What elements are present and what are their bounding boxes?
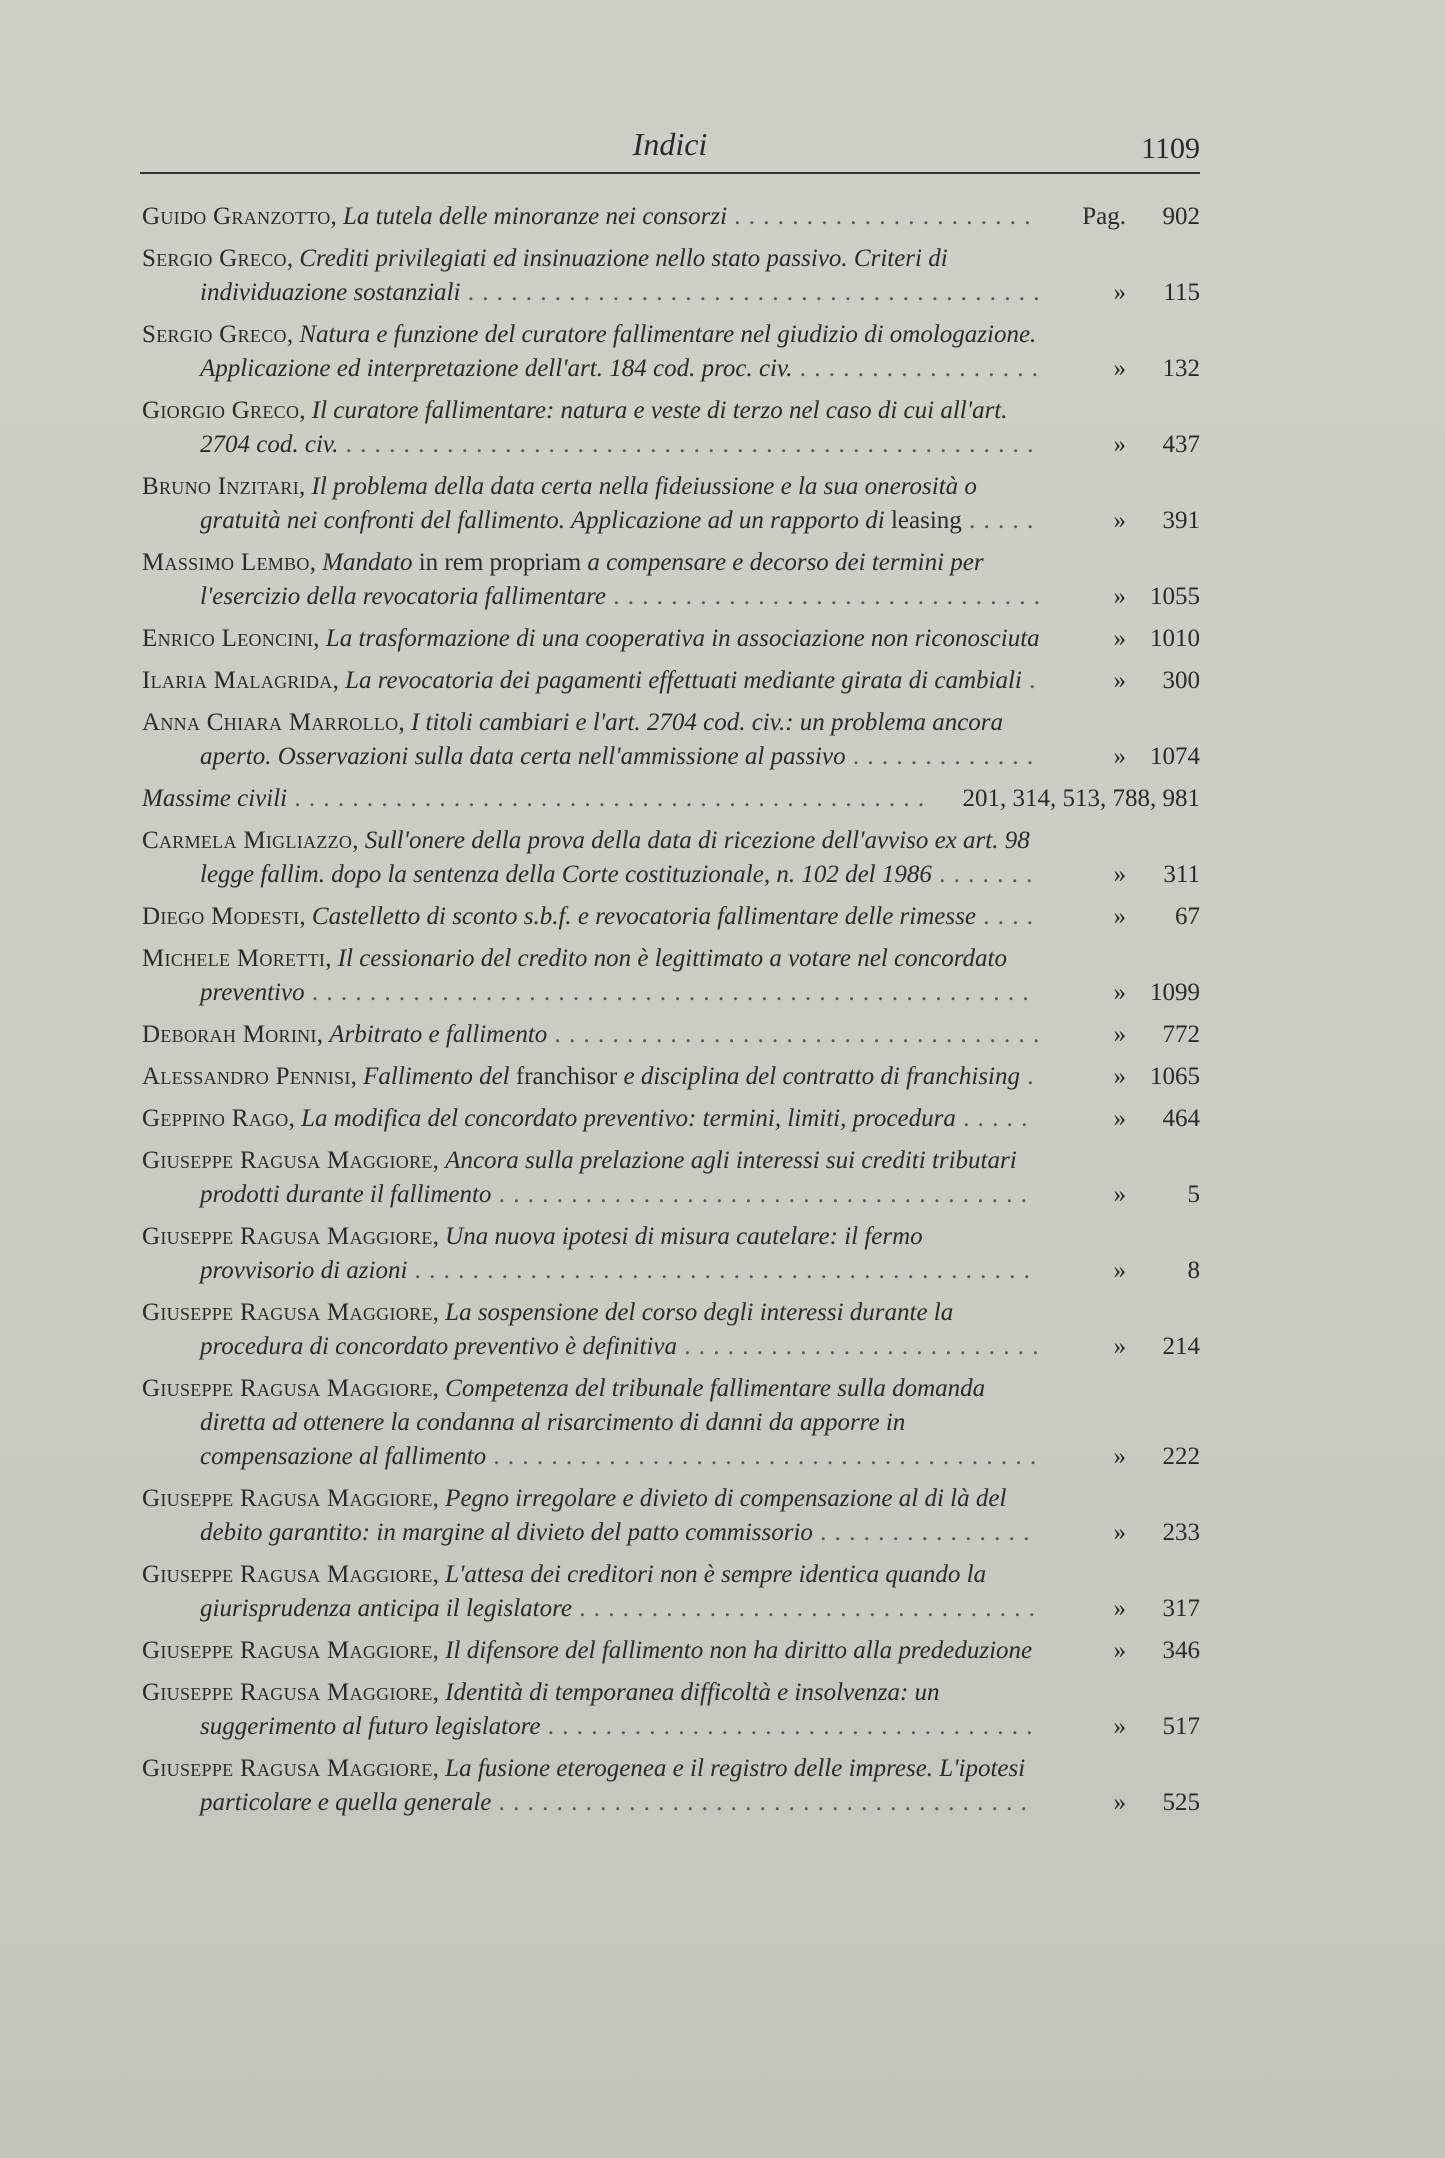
index-entry: Giuseppe Ragusa Maggiore, Una nuova ipotesi di misura cautelare: il fermo provvisorio di azioni . . . . . . . . . . . . . . . . . . . . . . . . . . . . . . . . . . . . . . . . . . . » 8 <box>142 1220 1200 1288</box>
entry-title: Ancora sulla prelazione agli interessi sui crediti tributari prodotti durante il fallimento <box>200 1147 1017 1208</box>
index-entry: Deborah Morini, Arbitrato e fallimento . . . . . . . . . . . . . . . . . . . . . . . . . . . . . . . . . . » 772 <box>142 1018 1200 1052</box>
index-entry: Bruno Inzitari, Il problema della data certa nella fideiussione e la sua onerosità o gratuità nei confronti del fallimento. Applicazione ad un rapporto di leasing . . . . . » 391 <box>142 470 1200 538</box>
index-entry: Giuseppe Ragusa Maggiore, L'attesa dei creditori non è sempre identica quando la giurisprudenza anticipa il legislatore . . . . . . . . . . . . . . . . . . . . . . . . . . . . . . . . » 317 <box>142 1558 1200 1626</box>
entry-page-number: 67 <box>1175 903 1200 930</box>
leader-dots: . . . . <box>975 903 1034 930</box>
index-entries <box>142 200 1200 1828</box>
entry-author: Giuseppe Ragusa Maggiore <box>142 1679 433 1706</box>
entry-title: La sospensione del corso degli interessi durante la procedura di concordato preventivo è definitiva <box>200 1299 954 1360</box>
entry-page-number: 8 <box>1187 1257 1200 1284</box>
leader-dots: . . . . . . . . . . . . . . . . . . . . . . . . . . . . . . . . . . . . . . <box>486 1443 1038 1470</box>
entry-title: Crediti privilegiati ed insinuazione nello stato passivo. Criteri di individuazione sostanziali <box>200 245 948 306</box>
entry-ref-symbol: » <box>1113 1595 1126 1622</box>
entry-title: Il problema della data certa nella fideiussione e la sua onerosità o gratuità nei confronti del fallimento. Applicazione ad un rapporto di leasing <box>200 473 977 534</box>
leader-dots: . <box>1021 667 1037 694</box>
leader-dots: . . . . . . . . . . . . . . . . . . . . . . . . . . . . . . . . . . . . . . . . . . . . . . . . . . <box>304 979 1030 1006</box>
leader-dots: . . . . . . . . . . . . . . . . . . . . . . . . . . . . . . . . . . <box>547 1021 1041 1048</box>
entry-page-ref <box>1082 1254 1200 1288</box>
entry-ref-symbol: » <box>1113 1333 1126 1360</box>
entry-ref-symbol: » <box>1113 1713 1126 1740</box>
entry-title: Mandato in rem propriam a compensare e decorso dei termini per l'esercizio della revocatoria fallimentare <box>200 549 984 610</box>
entry-page-ref <box>1082 664 1200 698</box>
leader-dots: . . . . . <box>961 507 1035 534</box>
massime-entry <box>142 782 1200 816</box>
leader-dots: . . . . . . . . . . . . . . . . . . . . . . . . . . . . . . <box>605 583 1041 610</box>
entry-title: I titoli cambiari e l'art. 2704 cod. civ.: un problema ancora aperto. Osservazioni sulla data certa nell'ammissione al passivo <box>200 709 1004 770</box>
entry-page-number: 1065 <box>1150 1063 1200 1090</box>
entry-title: Il difensore del fallimento non ha diritto alla prededuzione <box>445 1637 1033 1664</box>
index-entry: Anna Chiara Marrollo, I titoli cambiari e l'art. 2704 cod. civ.: un problema ancora aperto. Osservazioni sulla data certa nell'ammissione al passivo . . . . . . . . . . . . . » 1074 <box>142 706 1200 774</box>
entry-ref-symbol: » <box>1113 979 1126 1006</box>
index-entry: Giuseppe Ragusa Maggiore, La fusione eterogenea e il registro delle imprese. L'ipotesi particolare e quella generale . . . . . . . . . . . . . . . . . . . . . . . . . . . . . . . . . . . . . » 525 <box>142 1752 1200 1820</box>
leader-dots: . . . . . . . <box>931 861 1034 888</box>
entry-title: Il curatore fallimentare: natura e veste di terzo nel caso di cui all'art. 2704 cod. civ. <box>200 397 1008 458</box>
entry-ref-symbol: » <box>1113 431 1126 458</box>
leader-dots: . . . . . . . . . . . . . . . . . . . . . <box>727 203 1032 230</box>
massime-pages: 201, 314, 513, 788, 981 <box>962 785 1200 812</box>
leader-dots: . . . . . . . . . . . . . . . . . . . . . . . . . . . . . . . . . . . . . <box>491 1789 1028 1816</box>
entry-author: Giuseppe Ragusa Maggiore <box>142 1485 433 1512</box>
leader-dots: . <box>1019 1063 1035 1090</box>
leader-dots: . . . . . . . . . . . . . . . . . . . . . . . . . . . . . . . . . . <box>540 1713 1034 1740</box>
entry-author: Giorgio Greco <box>142 397 300 424</box>
entry-author: Giuseppe Ragusa Maggiore <box>142 1147 433 1174</box>
entry-page-number: 464 <box>1162 1105 1200 1132</box>
index-entry: Massimo Lembo, Mandato in rem propriam a compensare e decorso dei termini per l'esercizio della revocatoria fallimentare . . . . . . . . . . . . . . . . . . . . . . . . . . . . . . » 1055 <box>142 546 1200 614</box>
page-header <box>140 122 1200 174</box>
entry-page-number: 5 <box>1187 1181 1200 1208</box>
header-title: Indici <box>632 126 708 162</box>
index-entry: Giuseppe Ragusa Maggiore, Il difensore del fallimento non ha diritto alla prededuzione » 346 <box>142 1634 1200 1668</box>
entry-ref-symbol: » <box>1113 743 1126 770</box>
entry-author: Giuseppe Ragusa Maggiore <box>142 1637 433 1664</box>
entry-page-ref <box>1082 1060 1200 1094</box>
index-entry: Sergio Greco, Crediti privilegiati ed insinuazione nello stato passivo. Criteri di individuazione sostanziali . . . . . . . . . . . . . . . . . . . . . . . . . . . . . . . . . . . . . . . . » 115 <box>142 242 1200 310</box>
entry-page-ref <box>1082 1102 1200 1136</box>
massime-title: Massime civili <box>142 785 288 812</box>
entry-page-ref <box>1082 1440 1200 1474</box>
entry-title: Sull'onere della prova della data di ricezione dell'avviso ex art. 98 legge fallim. dopo la sentenza della Corte costituzionale, n. 102 del 1986 <box>200 827 1030 888</box>
entry-title: La revocatoria dei pagamenti effettuati mediante girata di cambiali <box>345 667 1022 694</box>
entry-ref-symbol: » <box>1113 625 1126 652</box>
entry-page-number: 1099 <box>1150 979 1200 1006</box>
entry-title: La fusione eterogenea e il registro delle imprese. L'ipotesi particolare e quella generale <box>200 1755 1026 1816</box>
entry-page-ref <box>1082 1330 1200 1364</box>
entry-author: Bruno Inzitari <box>142 473 299 500</box>
entry-page-number: 517 <box>1162 1713 1200 1740</box>
entry-title: Natura e funzione del curatore fallimentare nel giudizio di omologazione. Applicazione ed interpretazione dell'art. 184 cod. proc. civ. <box>200 321 1037 382</box>
entry-author: Giuseppe Ragusa Maggiore <box>142 1375 433 1402</box>
leader-dots: . . . . . . . . . . . . . . . . . . . . . . . . . . . . . . . . . . . . . . . . . . . . . . . . <box>338 431 1035 458</box>
entry-page-number: 115 <box>1163 279 1200 306</box>
entry-author: Giuseppe Ragusa Maggiore <box>142 1755 433 1782</box>
entry-ref-symbol: » <box>1113 507 1126 534</box>
leader-dots: . . . . . . . . . . . . . . . <box>812 1519 1031 1546</box>
leader-dots: . . . . . . . . . . . . . . . . . . . . . . . . . . . . . . . . . . . . . . . . . . . <box>407 1257 1031 1284</box>
entry-author: Giuseppe Ragusa Maggiore <box>142 1223 433 1250</box>
entry-title: Una nuova ipotesi di misura cautelare: il fermo provvisorio di azioni <box>200 1223 923 1284</box>
entry-title: La tutela delle minoranze nei consorzi <box>343 203 728 230</box>
entry-title: Competenza del tribunale fallimentare sulla domanda diretta ad ottenere la condanna al risarcimento di danni da apporre in compensazione al fallimento <box>200 1375 986 1470</box>
entry-author: Alessandro Pennisi <box>142 1063 351 1090</box>
entry-page-number: 902 <box>1162 203 1200 230</box>
index-entry: Carmela Migliazzo, Sull'onere della prova della data di ricezione dell'avviso ex art. 98 legge fallim. dopo la sentenza della Corte costituzionale, n. 102 del 1986 . . . . . . . » 311 <box>142 824 1200 892</box>
entry-ref-symbol: » <box>1113 1637 1126 1664</box>
entry-page-number: 437 <box>1162 431 1200 458</box>
entry-title: La trasformazione di una cooperativa in associazione non riconosciuta <box>325 625 1040 652</box>
entry-author: Deborah Morini <box>142 1021 317 1048</box>
entry-ref-symbol: » <box>1113 1105 1126 1132</box>
entry-author: Carmela Migliazzo <box>142 827 353 854</box>
leader-dots: . . . . . . . . . . . . . . . . . . . . . . . . . . . . . . . . <box>572 1595 1036 1622</box>
entry-page-number: 1010 <box>1150 625 1200 652</box>
entry-author: Giuseppe Ragusa Maggiore <box>142 1299 433 1326</box>
entry-author: Ilaria Malagrida <box>142 667 333 694</box>
entry-page-ref <box>1082 504 1200 538</box>
entry-ref-symbol: » <box>1113 279 1126 306</box>
entry-page-number: 300 <box>1162 667 1200 694</box>
entry-page-ref <box>1082 1018 1200 1052</box>
index-entry: Giuseppe Ragusa Maggiore, Identità di temporanea difficoltà e insolvenza: un suggerimento al futuro legislatore . . . . . . . . . . . . . . . . . . . . . . . . . . . . . . . . . . » 517 <box>142 1676 1200 1744</box>
entry-ref-symbol: » <box>1113 1519 1126 1546</box>
index-entry: Ilaria Malagrida, La revocatoria dei pagamenti effettuati mediante girata di cambiali . » 300 <box>142 664 1200 698</box>
leader-dots: . . . . . <box>955 1105 1029 1132</box>
entry-page-number: 132 <box>1162 355 1200 382</box>
entry-ref-symbol: » <box>1113 1021 1126 1048</box>
index-entry: Sergio Greco, Natura e funzione del curatore fallimentare nel giudizio di omologazione. Applicazione ed interpretazione dell'art. 184 cod. proc. civ. . . . . . . . . . . . . . . . . . » 132 <box>142 318 1200 386</box>
index-entry: Giuseppe Ragusa Maggiore, Ancora sulla prelazione agli interessi sui crediti tributari prodotti durante il fallimento . . . . . . . . . . . . . . . . . . . . . . . . . . . . . . . . . . . . . » 5 <box>142 1144 1200 1212</box>
leader-dots: . . . . . . . . . . . . . . . . . . . . . . . . . . . . . . . . . . . . . . . . . . . . <box>287 785 926 812</box>
entry-page-number: 233 <box>1162 1519 1200 1546</box>
leader-dots: . . . . . . . . . . . . . . . . . . . . . . . . . . . . . . . . . . . . . <box>491 1181 1028 1208</box>
entry-page-ref <box>1082 1710 1200 1744</box>
entry-author: Geppino Rago <box>142 1105 289 1132</box>
entry-ref-symbol: » <box>1113 355 1126 382</box>
index-entry: Giuseppe Ragusa Maggiore, Competenza del tribunale fallimentare sulla domanda diretta ad ottenere la condanna al risarcimento di danni da apporre in compensazione al fallimento . . . . . . . . . . . . . . . . . . . . . . . . . . . . . . . . . . . . . . » 222 <box>142 1372 1200 1474</box>
entry-page-ref <box>1082 1178 1200 1212</box>
entry-page-number: 1055 <box>1150 583 1200 610</box>
entry-page-number: 317 <box>1162 1595 1200 1622</box>
entry-ref-symbol: » <box>1113 583 1126 610</box>
entry-title: Fallimento del franchisor e disciplina del contratto di franchising <box>363 1063 1020 1090</box>
entry-title: Identità di temporanea difficoltà e insolvenza: un suggerimento al futuro legislatore <box>200 1679 940 1740</box>
entry-ref-symbol: » <box>1113 1789 1126 1816</box>
entry-author: Guido Granzotto <box>142 203 331 230</box>
entry-page-number: 1074 <box>1150 743 1200 770</box>
entry-title: Arbitrato e fallimento <box>329 1021 548 1048</box>
leader-dots: . . . . . . . . . . . . . . . . . . . . . . . . . . . . . . . . . . . . . . . . <box>460 279 1041 306</box>
index-entry: Giorgio Greco, Il curatore fallimentare: natura e veste di terzo nel caso di cui all'art. 2704 cod. civ. . . . . . . . . . . . . . . . . . . . . . . . . . . . . . . . . . . . . . . . . . . . . . . . . » 437 <box>142 394 1200 462</box>
entry-page-number: 346 <box>1162 1637 1200 1664</box>
index-entry: Enrico Leoncini, La trasformazione di una cooperativa in associazione non riconosciuta » 1010 <box>142 622 1200 656</box>
entry-author: Sergio Greco <box>142 245 287 272</box>
entry-ref-symbol: » <box>1113 1257 1126 1284</box>
entry-ref-symbol: » <box>1113 903 1126 930</box>
entry-page-ref <box>1082 976 1200 1010</box>
entry-page-number: 391 <box>1162 507 1200 534</box>
entry-page-ref <box>1082 276 1200 310</box>
header-page-number: 1109 <box>1141 132 1200 165</box>
entry-page-number: 222 <box>1162 1443 1200 1470</box>
entry-author: Diego Modesti <box>142 903 300 930</box>
entry-page-ref <box>1082 428 1200 462</box>
entry-title: La modifica del concordato preventivo: termini, limiti, procedura <box>301 1105 956 1132</box>
entry-author: Michele Moretti <box>142 945 326 972</box>
index-entry: Diego Modesti, Castelletto di sconto s.b.f. e revocatoria fallimentare delle rimesse . . . . » 67 <box>142 900 1200 934</box>
entry-title: Castelletto di sconto s.b.f. e revocatoria fallimentare delle rimesse <box>311 903 976 930</box>
leader-dots: . . . . . . . . . . . . . <box>845 743 1035 770</box>
entry-title: Il cessionario del credito non è legittimato a votare nel concordato preventivo <box>200 945 1007 1006</box>
entry-page-ref <box>1082 1786 1200 1820</box>
entry-author: Sergio Greco <box>142 321 287 348</box>
entry-author: Giuseppe Ragusa Maggiore <box>142 1561 433 1588</box>
entry-ref-symbol: » <box>1113 1443 1126 1470</box>
entry-page-ref <box>1082 900 1200 934</box>
entry-ref-symbol: » <box>1113 1181 1126 1208</box>
entry-page-ref <box>1082 622 1200 656</box>
index-entry: Michele Moretti, Il cessionario del credito non è legittimato a votare nel concordato preventivo . . . . . . . . . . . . . . . . . . . . . . . . . . . . . . . . . . . . . . . . . . . . . . . . . . » 1099 <box>142 942 1200 1010</box>
index-entry: Geppino Rago, La modifica del concordato preventivo: termini, limiti, procedura . . . . . » 464 <box>142 1102 1200 1136</box>
entry-page-ref <box>1082 200 1200 234</box>
entry-page-ref <box>1082 1516 1200 1550</box>
leader-dots: . . . . . . . . . . . . . . . . . <box>792 355 1039 382</box>
entry-ref-symbol: » <box>1113 861 1126 888</box>
entry-page-ref <box>1082 1592 1200 1626</box>
entry-title: Pegno irregolare e divieto di compensazione al di là del debito garantito: in margine al divieto del patto commissorio <box>200 1485 1007 1546</box>
entry-author: Anna Chiara Marrollo <box>142 709 399 736</box>
index-entry: Alessandro Pennisi, Fallimento del franchisor e disciplina del contratto di franchising . » 1065 <box>142 1060 1200 1094</box>
entry-title: L'attesa dei creditori non è sempre identica quando la giurisprudenza anticipa il legislatore <box>200 1561 987 1622</box>
entry-page-number: 525 <box>1162 1789 1200 1816</box>
index-entry: Giuseppe Ragusa Maggiore, La sospensione del corso degli interessi durante la procedura di concordato preventivo è definitiva . . . . . . . . . . . . . . . . . . . . . . . . . » 214 <box>142 1296 1200 1364</box>
entry-author: Enrico Leoncini <box>142 625 314 652</box>
entry-page-ref <box>1082 352 1200 386</box>
entry-page-ref <box>1082 1634 1200 1668</box>
index-entry: Guido Granzotto, La tutela delle minoranze nei consorzi . . . . . . . . . . . . . . . . . . . . . Pag. 902 <box>142 200 1200 234</box>
entry-page-ref <box>1082 858 1200 892</box>
entry-page-number: 311 <box>1163 861 1200 888</box>
entry-page-ref <box>1082 580 1200 614</box>
entry-ref-symbol: Pag. <box>1082 203 1126 230</box>
entry-ref-symbol: » <box>1113 667 1126 694</box>
entry-page-number: 214 <box>1162 1333 1200 1360</box>
entry-page-number: 772 <box>1162 1021 1200 1048</box>
entry-page-ref <box>1082 740 1200 774</box>
entry-author: Massimo Lembo <box>142 549 310 576</box>
entry-ref-symbol: » <box>1113 1063 1126 1090</box>
index-entry: Giuseppe Ragusa Maggiore, Pegno irregolare e divieto di compensazione al di là del debito garantito: in margine al divieto del patto commissorio . . . . . . . . . . . . . . . » 233 <box>142 1482 1200 1550</box>
leader-dots: . . . . . . . . . . . . . . . . . . . . . . . . . <box>676 1333 1040 1360</box>
